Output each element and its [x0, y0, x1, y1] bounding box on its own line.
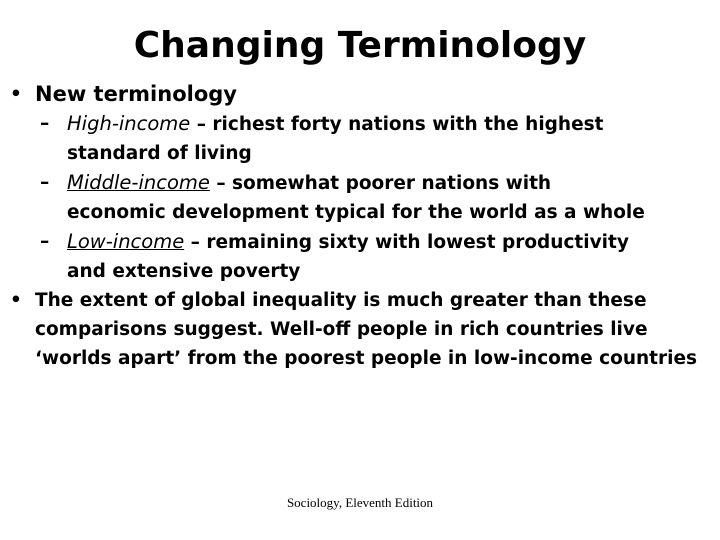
bullet-text: The extent of global inequality is much greater than these comparisons suggest. Well-off people in rich countries live ‘worlds apart’ from the poorest people in low-income countries — [35, 290, 698, 369]
subitem-definition-line1: – somewhat poorer nations with — [209, 173, 552, 194]
subitem-text — [0, 227, 720, 286]
subitem-definition-line1: – remaining sixty with lowest productivity — [184, 232, 629, 253]
subitem-definition-line2: standard of living — [67, 143, 252, 164]
bullet-global-inequality — [0, 286, 720, 373]
subitem-definition-line2: economic development typical for the world as a whole — [67, 202, 645, 223]
subitem-text — [0, 168, 720, 227]
subitem-low-income — [0, 227, 720, 286]
dash-marker: – — [40, 113, 50, 134]
subitem-definition-line2: and extensive poverty — [67, 261, 301, 282]
subitem-middle-income — [0, 168, 720, 227]
terminology-sublist — [0, 109, 720, 286]
bullet-new-terminology — [0, 80, 720, 109]
bullet-marker: • — [10, 290, 22, 311]
subitem-definition-line1: – richest forty nations with the highest — [190, 114, 604, 135]
bullet-marker: • — [10, 84, 22, 105]
dash-marker: – — [40, 172, 50, 193]
slide-title: Changing Terminology — [133, 25, 587, 66]
slide-content — [0, 80, 720, 373]
term-low-income: Low-income — [67, 230, 185, 253]
bullet-text: New terminology — [35, 82, 237, 106]
dash-marker: – — [40, 231, 50, 252]
slide-footer: Sociology, Eleventh Edition — [286, 495, 434, 510]
subitem-high-income — [0, 109, 720, 168]
term-high-income: High-income — [67, 112, 191, 135]
term-middle-income: Middle-income — [67, 171, 210, 194]
subitem-text — [0, 109, 720, 168]
